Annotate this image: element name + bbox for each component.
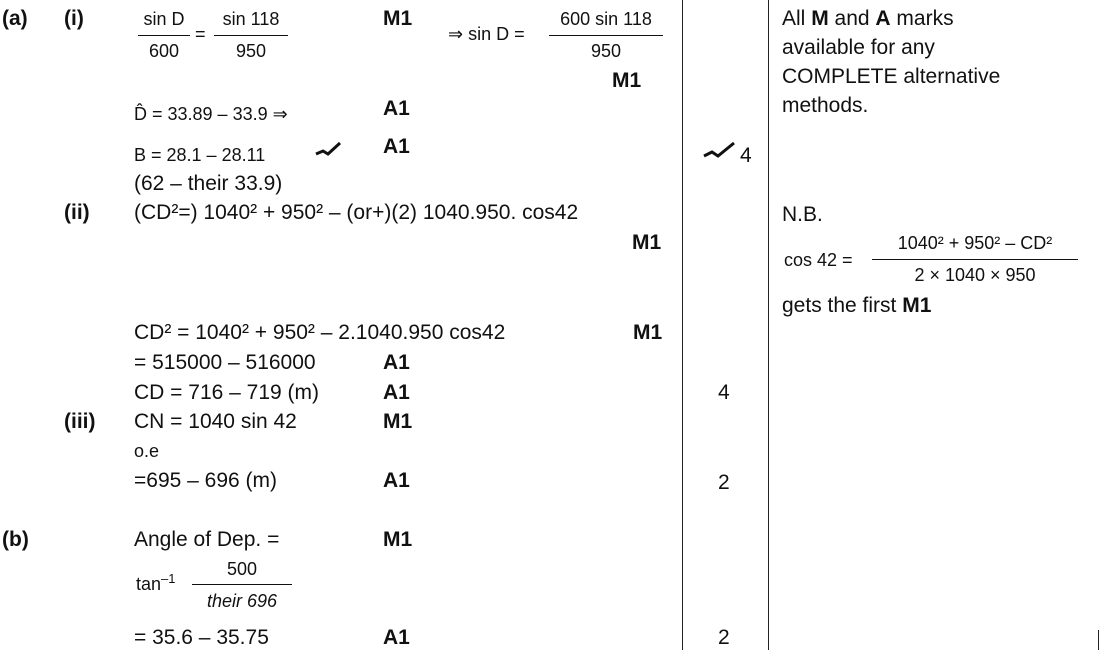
guidance-text: and — [828, 7, 876, 30]
angle-value-line: = 35.6 – 35.75 — [134, 626, 269, 649]
mark-A1: A1 — [383, 351, 410, 374]
cos42-lhs: cos 42 = — [784, 250, 853, 270]
mark-M1: M1 — [383, 7, 413, 30]
tan-superscript: –1 — [161, 571, 176, 586]
guidance-mark: M1 — [902, 294, 932, 317]
part-b-label: (b) — [2, 528, 29, 551]
tick-icon — [702, 140, 736, 160]
line-62-minus-their: (62 – their 33.9) — [134, 172, 283, 195]
mark-M1: M1 — [612, 69, 642, 92]
fraction-denominator: 950 — [235, 41, 267, 61]
angle-of-depression-line: Angle of Dep. = — [134, 528, 280, 551]
fraction-denominator: their 696 — [206, 591, 278, 611]
fraction-denominator: 950 — [590, 41, 622, 61]
tan-inverse — [136, 571, 176, 594]
total-marks: 4 — [718, 381, 730, 404]
oe-note: o.e — [134, 441, 160, 461]
mark-M1: M1 — [383, 410, 413, 433]
fraction-600sin118-over-950 — [545, 8, 667, 60]
fraction-sin118-over-950 — [210, 8, 292, 60]
mark-A1: A1 — [383, 97, 410, 120]
total-marks: 4 — [740, 144, 752, 167]
nb-label: N.B. — [782, 203, 823, 226]
fraction-numerator: 500 — [226, 559, 258, 579]
angle-D-line: D̂ = 33.89 – 33.9 ⇒ — [134, 104, 288, 124]
mark-M1: M1 — [383, 528, 413, 551]
guidance-line-1 — [782, 8, 954, 29]
fraction-denominator: 600 — [148, 41, 180, 61]
mark-M1: M1 — [632, 231, 662, 254]
fraction-numerator: sin 118 — [222, 9, 280, 29]
mark-A1: A1 — [383, 626, 410, 649]
guidance-text: marks — [890, 7, 954, 30]
value-515000-line: = 515000 – 516000 — [134, 351, 316, 374]
cn-value-line: =695 – 696 (m) — [134, 469, 278, 492]
angle-B-line: B = 28.1 – 28.11 — [134, 145, 266, 165]
mark-A1: A1 — [383, 135, 410, 158]
total-marks: 2 — [718, 626, 730, 649]
total-marks: 2 — [718, 471, 730, 494]
fraction-bar — [872, 259, 1078, 260]
part-a-i-label: (i) — [64, 7, 84, 30]
cd-value-line: CD = 716 – 719 (m) — [134, 381, 320, 404]
part-a-ii-label: (ii) — [64, 201, 90, 224]
fraction-bar — [549, 35, 663, 36]
fraction-bar — [214, 35, 288, 36]
fraction-numerator: 600 sin 118 — [560, 9, 652, 29]
guidance-text: All — [782, 7, 812, 30]
tan-label: tan — [136, 574, 162, 594]
guidance-a: A — [875, 7, 891, 30]
fraction-sinD-over-600 — [134, 8, 194, 60]
mark-A1: A1 — [383, 469, 410, 492]
fraction-500-over-their-696 — [192, 558, 292, 614]
fraction-bar — [192, 584, 292, 585]
part-a-label: (a) — [2, 7, 28, 30]
gets-first-m1 — [782, 295, 931, 316]
fraction-denominator: 2 × 1040 × 950 — [914, 265, 1036, 285]
cosine-rule-line: (CD²=) 1040² + 950² – (or+)(2) 1040.950. cos42 — [134, 201, 579, 224]
mark-M1: M1 — [633, 321, 663, 344]
column-divider-marks — [682, 0, 683, 650]
guidance-text: gets the first — [782, 294, 903, 317]
guidance-line-4: methods. — [782, 94, 869, 117]
guidance-line-2: available for any — [782, 36, 935, 59]
guidance-m: M — [811, 7, 829, 30]
fraction-numerator: 1040² + 950² – CD² — [897, 233, 1053, 253]
cn-line: CN = 1040 sin 42 — [134, 410, 297, 433]
fraction-numerator: sin D — [143, 9, 185, 29]
column-divider-edge — [1098, 630, 1099, 650]
column-divider-guidance — [768, 0, 769, 650]
tick-icon — [314, 141, 342, 157]
mark-A1: A1 — [383, 381, 410, 404]
implies-sinD: ⇒ sin D = — [448, 24, 525, 44]
equals-sign: = — [195, 24, 206, 44]
part-a-iii-label: (iii) — [64, 410, 96, 433]
guidance-line-3: COMPLETE alternative — [782, 65, 1001, 88]
fraction-bar — [138, 35, 190, 36]
cd-squared-line: CD² = 1040² + 950² – 2.1040.950 cos42 — [134, 321, 506, 344]
fraction-cos42-formula — [870, 230, 1080, 288]
